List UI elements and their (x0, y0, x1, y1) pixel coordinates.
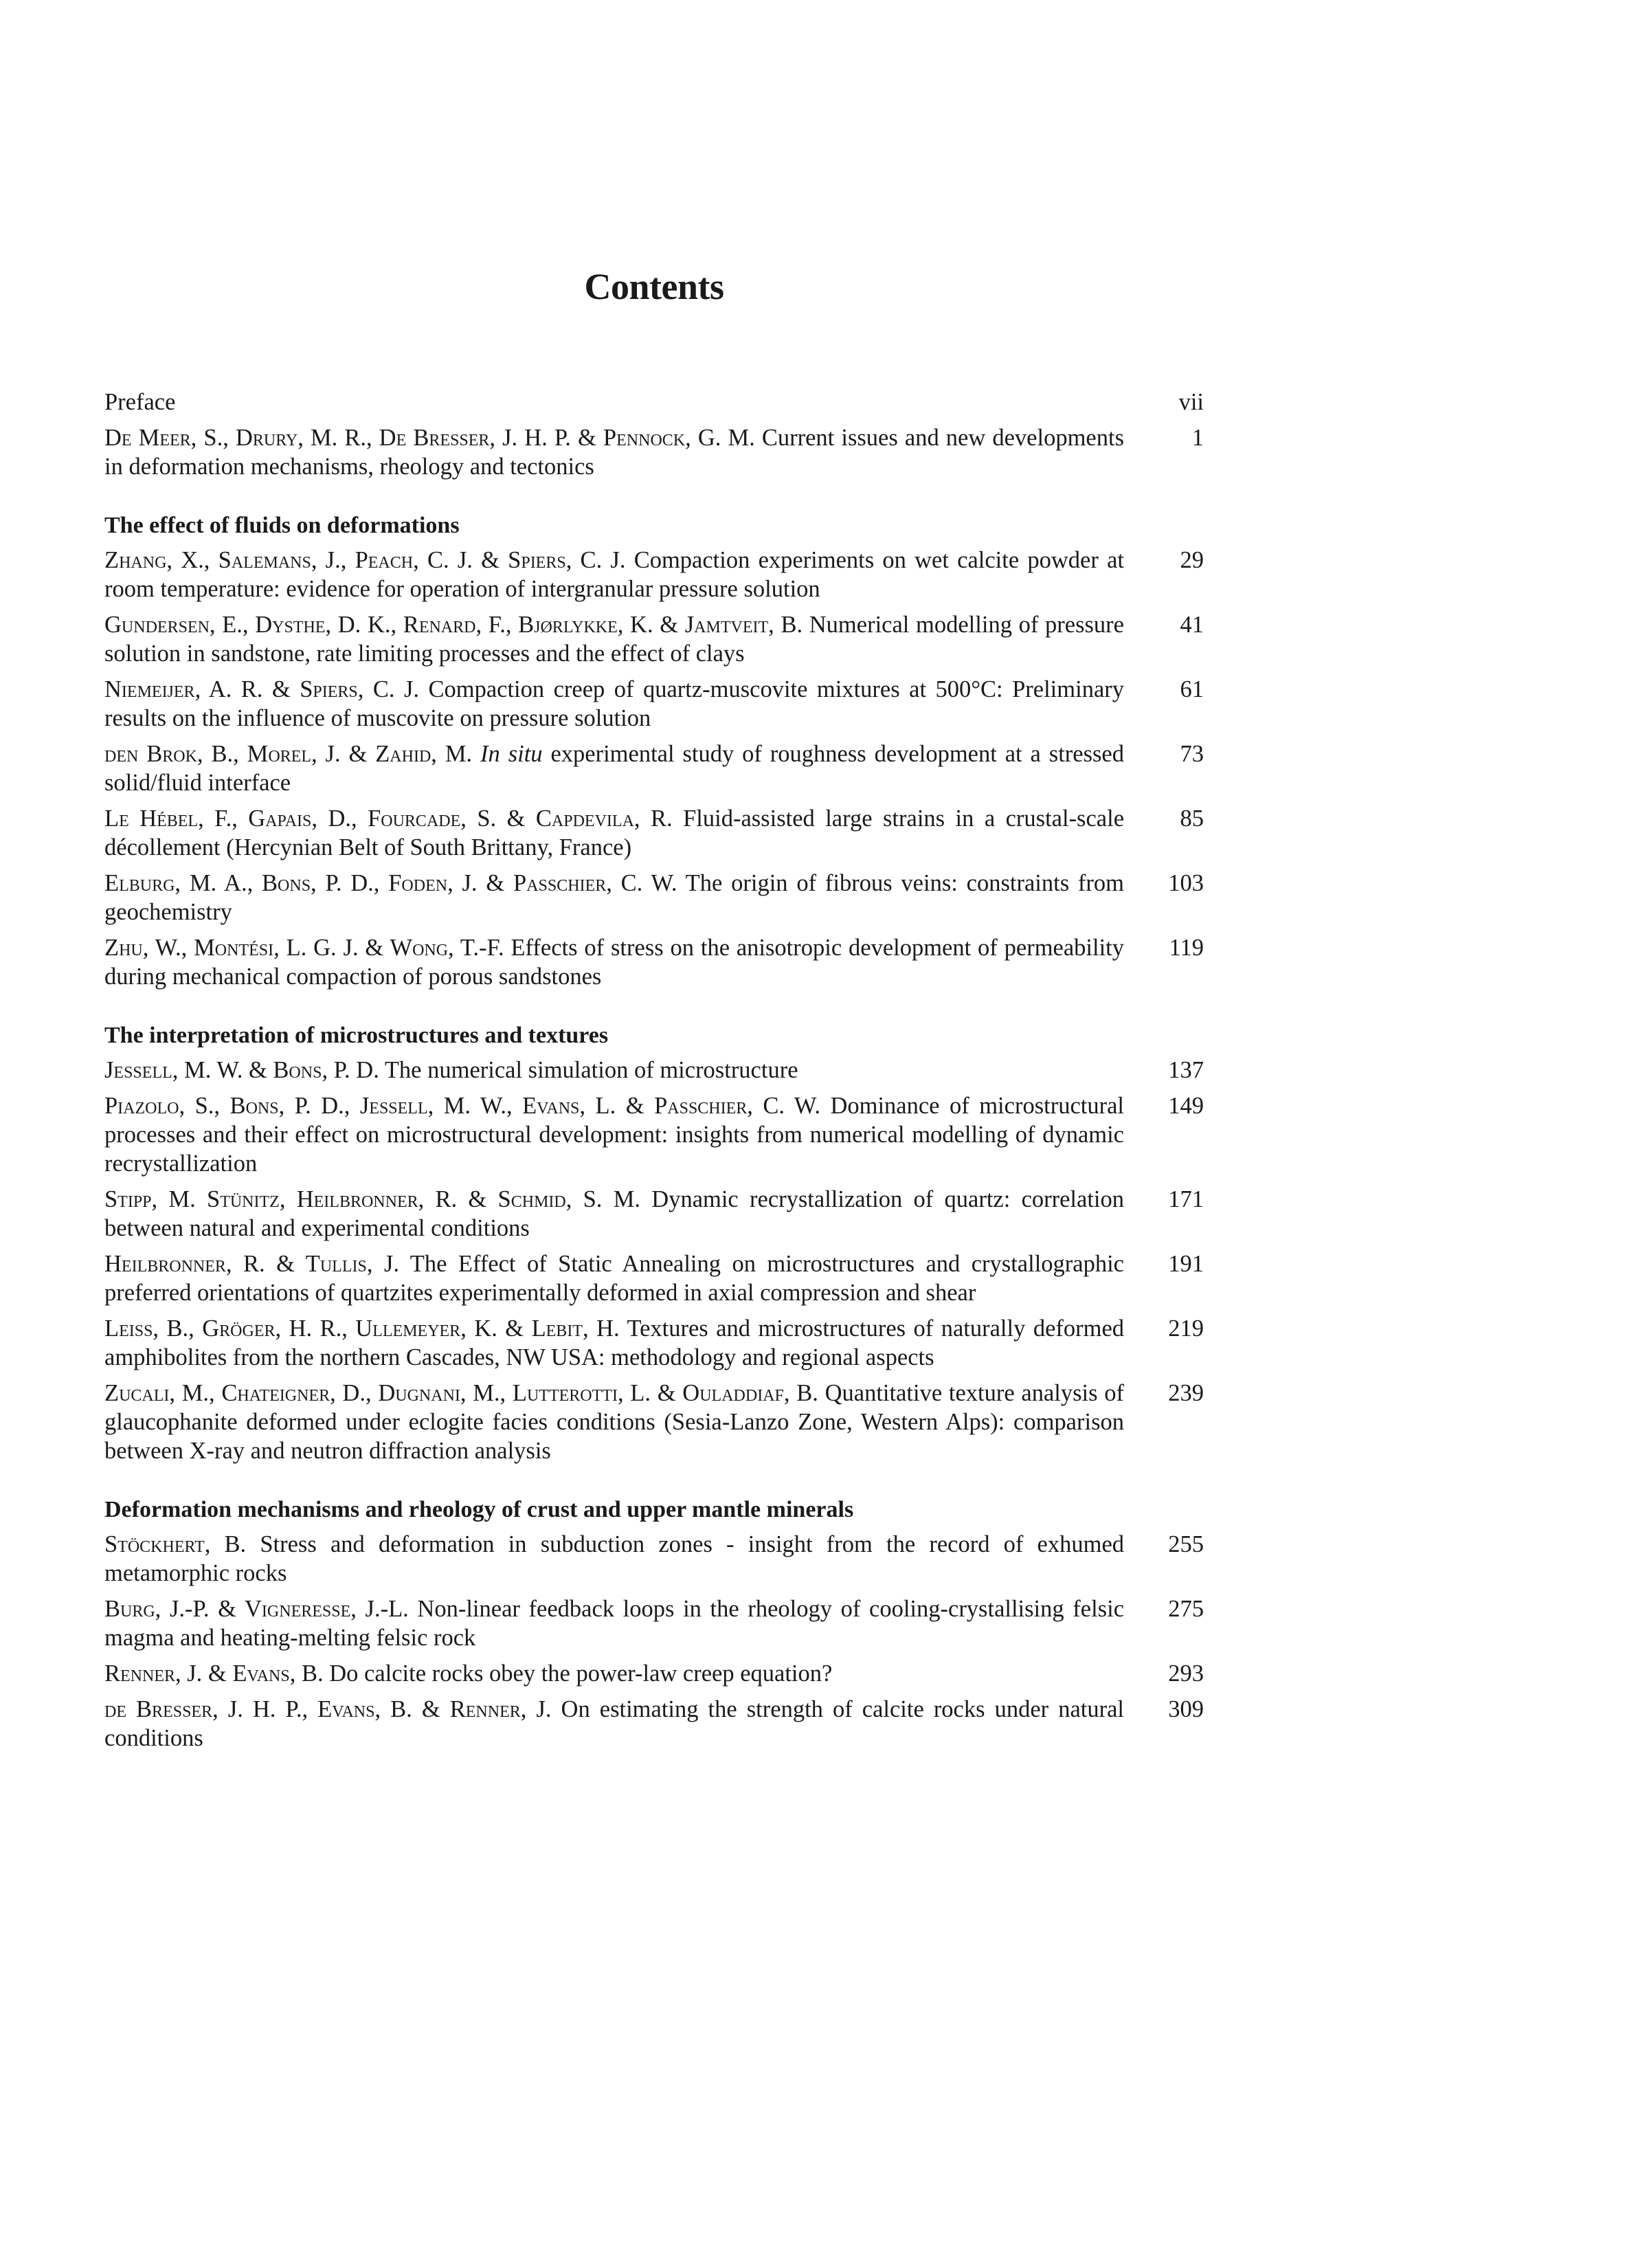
entry-authors: Stipp, M. Stünitz, Heilbronner, R. & Schmid, S. M. (104, 1186, 641, 1212)
entry-text (104, 1530, 1124, 1588)
toc-entry (104, 1695, 1204, 1753)
toc-entry (104, 1314, 1204, 1372)
toc-entry (104, 1249, 1204, 1307)
entry-authors: Elburg, M. A., Bons, P. D., Foden, J. & Passchier, C. W. (104, 870, 677, 896)
entry-title: Dynamic recrystallization of quartz: correlation between natural and experimental conditions (104, 1186, 1125, 1241)
entry-text (104, 1594, 1124, 1652)
entry-authors: Zhang, X., Salemans, J., Peach, C. J. & Spiers, C. J. (104, 547, 626, 573)
entry-authors: Zucali, M., Chateigner, D., Dugnani, M., Lutterotti, L. & Ouladdiaf, B. (104, 1380, 818, 1406)
entry-title: experimental study of roughness development at a stressed solid/fluid interface (104, 741, 1124, 796)
entry-title: The numerical simulation of microstructure (379, 1057, 798, 1083)
toc-entry (104, 546, 1204, 603)
toc-entry (104, 1594, 1204, 1652)
toc-entry (104, 1056, 1204, 1085)
toc-entry-preface (104, 388, 1204, 416)
toc-entry (104, 610, 1204, 668)
entry-page-number: 119 (1169, 935, 1204, 961)
entry-page-number: 73 (1180, 741, 1204, 767)
entry-title: Stress and deformation in subduction zones - insight from the record of exhumed metamorphic rocks (104, 1531, 1125, 1586)
toc-entry (104, 869, 1204, 926)
entry-text (104, 1659, 1124, 1688)
toc-entry (104, 740, 1204, 797)
entry-text (104, 610, 1124, 668)
entry-page-number: vii (1178, 389, 1204, 415)
entry-authors: Stöckhert, B. (104, 1531, 247, 1557)
entry-text (104, 1695, 1124, 1753)
contents-page (104, 268, 1204, 1759)
page-title: Contents (584, 266, 724, 307)
entry-text (104, 1314, 1124, 1372)
entry-page-number: 61 (1180, 676, 1204, 702)
entry-italic-phrase: In situ (472, 741, 543, 767)
entry-title: Compaction experiments on wet calcite powder at room temperature: evidence for operation of intergranular pressure solution (104, 547, 1124, 602)
entry-authors: Leiss, B., Gröger, H. R., Ullemeyer, K. & Lebit, H. (104, 1315, 620, 1342)
entry-authors: Zhu, W., Montési, L. G. J. & Wong, T.-F. (104, 935, 504, 961)
entry-text (104, 675, 1124, 733)
entry-page-number: 255 (1168, 1531, 1204, 1557)
toc-entry (104, 1091, 1204, 1178)
toc-entry (104, 933, 1204, 991)
entry-page-number: 239 (1168, 1380, 1204, 1406)
entry-title: Do calcite rocks obey the power-law creep equation? (323, 1660, 833, 1687)
entry-authors: Heilbronner, R. & Tullis, J. (104, 1251, 399, 1277)
entry-text (104, 804, 1124, 862)
entry-text (104, 1379, 1124, 1465)
entry-title: On estimating the strength of calcite rocks under natural conditions (104, 1696, 1124, 1751)
entry-authors: Le Hébel, F., Gapais, D., Fourcade, S. & Capdevila, R. (104, 805, 673, 832)
entry-authors: De Meer, S., Drury, M. R., De Bresser, J. H. P. & Pennock, G. M. (104, 425, 755, 451)
entry-text (104, 740, 1124, 797)
entry-page-number: 41 (1180, 612, 1204, 638)
entry-page-number: 149 (1168, 1093, 1204, 1119)
entry-page-number: 137 (1168, 1057, 1204, 1083)
entry-authors: Burg, J.-P. & Vigneresse, J.-L. (104, 1596, 409, 1622)
entry-text (104, 869, 1124, 926)
entry-text (104, 546, 1124, 603)
toc-entry (104, 1379, 1204, 1465)
entry-page-number: 85 (1180, 805, 1204, 832)
entry-title: The Effect of Static Annealing on microstructures and crystallographic preferred orientations of quartzites experimentally deformed in axial compression and shear (104, 1251, 1124, 1306)
entry-authors: Piazolo, S., Bons, P. D., Jessell, M. W., Evans, L. & Passchier, C. W. (104, 1093, 820, 1119)
entry-title: Quantitative texture analysis of glaucophanite deformed under eclogite facies conditions (Sesia-Lanzo Zone, Western Alps): comparison between X-ray and neutron diffraction analysis (104, 1380, 1124, 1464)
section-heading: The interpretation of microstructures and textures (104, 1023, 609, 1048)
section-heading: Deformation mechanisms and rheology of crust and upper mantle minerals (104, 1497, 854, 1522)
entry-page-number: 275 (1168, 1596, 1204, 1622)
entry-page-number: 191 (1168, 1251, 1204, 1277)
entry-title: Non-linear feedback loops in the rheology of cooling-crystallising felsic magma and heating-melting felsic rock (104, 1596, 1125, 1651)
entry-title: Dominance of microstructural processes and their effect on microstructural development: insights from numerical modelling of dynamic recrystallization (104, 1093, 1124, 1177)
entry-title: The origin of fibrous veins: constraints from geochemistry (104, 870, 1124, 925)
entry-page-number: 171 (1168, 1186, 1204, 1212)
entry-authors: Gundersen, E., Dysthe, D. K., Renard, F., Bjørlykke, K. & Jamtveit, B. (104, 612, 803, 638)
entry-text (104, 1091, 1124, 1178)
entry-page-number: 1 (1191, 425, 1204, 451)
entry-page-number: 293 (1168, 1660, 1204, 1687)
entry-authors: de Bresser, J. H. P., Evans, B. & Renner, J. (104, 1696, 552, 1722)
entry-text (104, 933, 1124, 991)
entry-text (104, 423, 1124, 481)
toc-entry (104, 1659, 1204, 1688)
entry-title: Current issues and new developments in deformation mechanisms, rheology and tectonics (104, 425, 1124, 480)
entry-authors: Renner, J. & Evans, B. (104, 1660, 324, 1687)
entry-title: Fluid-assisted large strains in a crustal-scale décollement (Hercynian Belt of South Brittany, France) (104, 805, 1125, 860)
entry-authors: Jessell, M. W. & Bons, P. D. (104, 1057, 379, 1083)
entry-text (104, 1056, 1124, 1085)
entry-page-number: 309 (1168, 1696, 1204, 1722)
entry-text (104, 1249, 1124, 1307)
entry-page-number: 29 (1180, 547, 1204, 573)
entry-title: Numerical modelling of pressure solution in sandstone, rate limiting processes and the effect of clays (104, 612, 1124, 667)
entry-authors: den Brok, B., Morel, J. & Zahid, M. (104, 741, 473, 767)
toc-entry (104, 423, 1204, 481)
entry-title: Effects of stress on the anisotropic development of permeability during mechanical compaction of porous sandstones (104, 935, 1125, 990)
toc-entry (104, 804, 1204, 862)
entry-authors: Niemeijer, A. R. & Spiers, C. J. (104, 676, 419, 702)
entry-title: Textures and microstructures of naturally deformed amphibolites from the northern Cascades, NW USA: methodology and regional aspects (104, 1315, 1125, 1370)
entry-page-number: 103 (1168, 870, 1204, 896)
toc-entry (104, 1185, 1204, 1243)
entry-page-number: 219 (1168, 1315, 1204, 1342)
entry-title: Preface (104, 389, 176, 415)
section-heading: The effect of fluids on deformations (104, 513, 460, 538)
toc-entry (104, 1530, 1204, 1588)
entry-text (104, 1185, 1124, 1243)
entry-title: Compaction creep of quartz-muscovite mixtures at 500°C: Preliminary results on the influence of muscovite on pressure solution (104, 676, 1124, 731)
toc-entry (104, 675, 1204, 733)
